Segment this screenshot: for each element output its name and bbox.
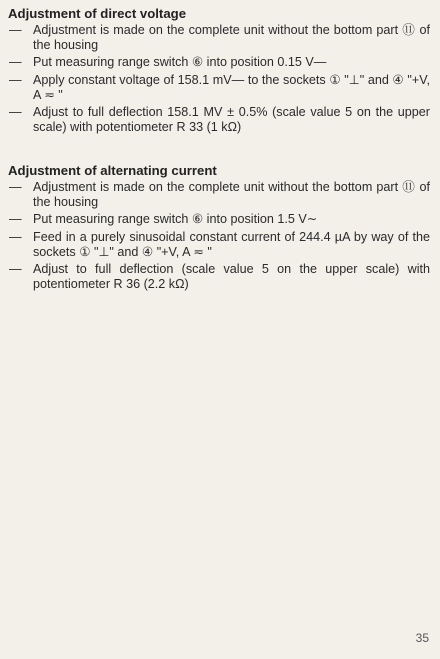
list-item-text: Adjust to full deflection 158.1 MV ± 0.5% (scale value 5 on the upper scale) with potentiometer R 33 (1 kΩ) <box>33 105 430 135</box>
list-item <box>8 73 430 103</box>
list-item-text: Adjustment is made on the complete unit without the bottom part ⑪ of the housing <box>33 23 430 53</box>
list-item-text: Put measuring range switch ⑥ into position 0.15 V— <box>33 55 327 70</box>
list-item-text: Apply constant voltage of 158.1 mV— to the sockets ① "⊥" and ④ "+V, A ≂ " <box>33 72 430 102</box>
list-item-text: Adjust to full deflection (scale value 5 on the upper scale) with potentiometer R 36 (2.2 kΩ) <box>33 262 430 292</box>
page-number: 35 <box>415 631 429 645</box>
dash-bullet: — <box>9 212 22 227</box>
dash-bullet: — <box>9 229 22 244</box>
section-alternating-current <box>8 162 430 294</box>
list-item <box>8 55 430 70</box>
list-item <box>8 23 430 53</box>
list-item <box>8 105 430 135</box>
dash-bullet: — <box>9 72 22 87</box>
section-heading: Adjustment of alternating current <box>8 163 217 178</box>
list-item <box>8 230 430 260</box>
section-direct-voltage <box>8 5 430 137</box>
list-item <box>8 212 430 227</box>
dash-bullet: — <box>9 23 22 37</box>
list-item-text: Put measuring range switch ⑥ into position 1.5 V∼ <box>33 212 318 227</box>
list-item <box>8 180 430 210</box>
list-item <box>8 262 430 292</box>
dash-bullet: — <box>9 105 22 120</box>
section-heading: Adjustment of direct voltage <box>8 6 187 21</box>
dash-bullet: — <box>9 55 22 70</box>
list-item-text: Feed in a purely sinusoidal constant current of 244.4 µA by way of the sockets ① "⊥" and ④ "+V, A ≂ " <box>33 229 430 259</box>
dash-bullet: — <box>9 262 22 277</box>
dash-bullet: — <box>9 180 22 194</box>
list-item-text: Adjustment is made on the complete unit without the bottom part ⑪ of the housing <box>33 180 430 210</box>
